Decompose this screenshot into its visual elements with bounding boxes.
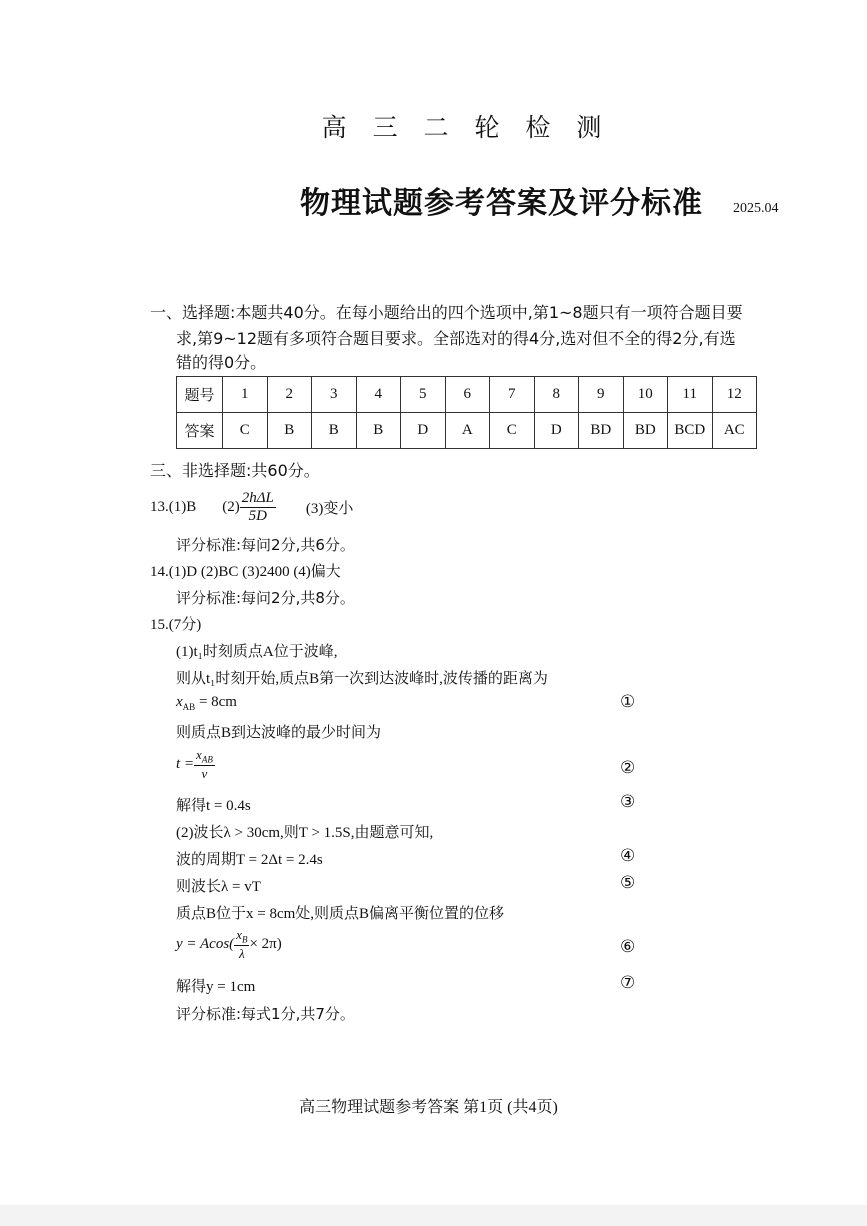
table-cell: C bbox=[490, 413, 535, 449]
q15-equation3: 解得t = 0.4s bbox=[176, 798, 251, 814]
q13-number: 13. bbox=[150, 498, 169, 515]
table-row bbox=[177, 413, 757, 449]
equation-subscript: AB bbox=[182, 702, 196, 712]
numerator-subscript: B bbox=[241, 934, 248, 945]
section3-heading: 三、非选择题:共60分。 bbox=[150, 461, 320, 480]
q15-equation6 bbox=[176, 927, 282, 962]
q13-part2-label: (2) bbox=[222, 498, 240, 515]
q15-line2: 则从t₁时刻开始,质点B第一次到达波峰时,波传播的距离为 bbox=[176, 671, 548, 687]
table-cell: 1 bbox=[223, 377, 268, 413]
document-date: 2025.04 bbox=[733, 201, 779, 216]
equation-marker-5: ⑤ bbox=[620, 873, 636, 892]
q15-line10: 质点B位于x = 8cm处,则质点B偏离平衡位置的位移 bbox=[176, 906, 505, 922]
q15-line4: 则质点B到达波峰的最少时间为 bbox=[176, 725, 382, 741]
numerator-subscript: AB bbox=[201, 754, 213, 765]
q15-fraction-t bbox=[194, 747, 215, 782]
table-cell: 10 bbox=[623, 377, 668, 413]
table-header-number: 题号 bbox=[177, 377, 223, 413]
table-cell: A bbox=[445, 413, 490, 449]
table-cell: D bbox=[534, 413, 579, 449]
answer-table bbox=[176, 376, 757, 449]
q13-part3: (3)变小 bbox=[305, 500, 354, 517]
equation-variable: x bbox=[176, 694, 183, 710]
q13-scoring: 评分标准:每问2分,共6分。 bbox=[176, 536, 355, 554]
fraction-numerator bbox=[234, 927, 249, 946]
table-cell: BD bbox=[623, 413, 668, 449]
fraction-denominator: v bbox=[201, 765, 208, 781]
table-cell: BCD bbox=[668, 413, 713, 449]
table-cell: B bbox=[356, 413, 401, 449]
table-cell: D bbox=[401, 413, 446, 449]
q15-equation4: 波的周期T = 2Δt = 2.4s bbox=[176, 852, 323, 868]
table-cell: 6 bbox=[445, 377, 490, 413]
q15-line1: (1)t₁时刻质点A位于波峰, bbox=[176, 644, 338, 660]
table-row bbox=[177, 377, 757, 413]
table-cell: 4 bbox=[356, 377, 401, 413]
fraction-numerator bbox=[194, 747, 215, 766]
equation-rest: = 8cm bbox=[195, 694, 237, 710]
table-cell: BD bbox=[579, 413, 624, 449]
equation-marker-2: ② bbox=[620, 758, 636, 777]
q13-fraction bbox=[240, 490, 276, 525]
q15-equation2 bbox=[176, 747, 215, 782]
equation-marker-6: ⑥ bbox=[620, 937, 636, 956]
q13-part1: (1)B bbox=[168, 498, 197, 515]
document-title: 物理试题参考答案及评分标准 bbox=[300, 186, 703, 221]
equation-lhs: t = bbox=[176, 755, 195, 772]
table-cell: C bbox=[223, 413, 268, 449]
q15-line7: (2)波长λ > 30cm,则T > 1.5S,由题意可知, bbox=[176, 825, 434, 841]
q15-heading: 15.(7分) bbox=[150, 617, 202, 633]
equation-lhs: y = Acos( bbox=[176, 935, 235, 952]
q15-equation7: 解得y = 1cm bbox=[176, 979, 256, 995]
numerator-variable: x bbox=[196, 747, 202, 762]
q14-answer: 14.(1)D (2)BC (3)2400 (4)偏大 bbox=[150, 564, 341, 580]
q15-equation1 bbox=[176, 694, 237, 712]
section1-intro-line1: 一、选择题:本题共40分。在每小题给出的四个选项中,第1~8题只有一项符合题目要 bbox=[150, 303, 743, 322]
q15-equation5: 则波长λ = vT bbox=[176, 879, 261, 895]
table-cell: 9 bbox=[579, 377, 624, 413]
equation-marker-7: ⑦ bbox=[620, 973, 636, 992]
q13-answer bbox=[150, 488, 353, 526]
q15-fraction-y bbox=[234, 927, 249, 962]
fraction-denominator: 5D bbox=[248, 507, 267, 524]
table-cell: AC bbox=[712, 413, 757, 449]
equation-marker-4: ④ bbox=[620, 846, 636, 865]
table-cell: 12 bbox=[712, 377, 757, 413]
exam-title: 高 三 二 轮 检 测 bbox=[321, 113, 611, 142]
section1-intro-line2: 求,第9~12题有多项符合题目要求。全部选对的得4分,选对但不全的得2分,有选 bbox=[176, 329, 736, 348]
fraction-numerator: 2hΔL bbox=[241, 489, 274, 506]
table-cell: 2 bbox=[267, 377, 312, 413]
table-cell: 5 bbox=[401, 377, 446, 413]
equation-marker-3: ③ bbox=[620, 792, 636, 811]
table-header-answer: 答案 bbox=[177, 413, 223, 449]
table-cell: 11 bbox=[668, 377, 713, 413]
table-cell: 8 bbox=[534, 377, 579, 413]
page-footer: 高三物理试题参考答案 第1页 (共4页) bbox=[299, 1099, 558, 1116]
q15-scoring: 评分标准:每式1分,共7分。 bbox=[176, 1005, 355, 1023]
equation-rhs: × 2π) bbox=[249, 935, 282, 952]
table-cell: B bbox=[312, 413, 357, 449]
numerator-variable: x bbox=[236, 927, 242, 942]
table-cell: 7 bbox=[490, 377, 535, 413]
q14-scoring: 评分标准:每问2分,共8分。 bbox=[176, 589, 355, 607]
table-cell: B bbox=[267, 413, 312, 449]
section1-intro-line3: 错的得0分。 bbox=[176, 353, 267, 372]
page-bottom-band bbox=[0, 1205, 867, 1226]
table-cell: 3 bbox=[312, 377, 357, 413]
equation-marker-1: ① bbox=[620, 692, 636, 711]
fraction-denominator: λ bbox=[238, 945, 245, 961]
